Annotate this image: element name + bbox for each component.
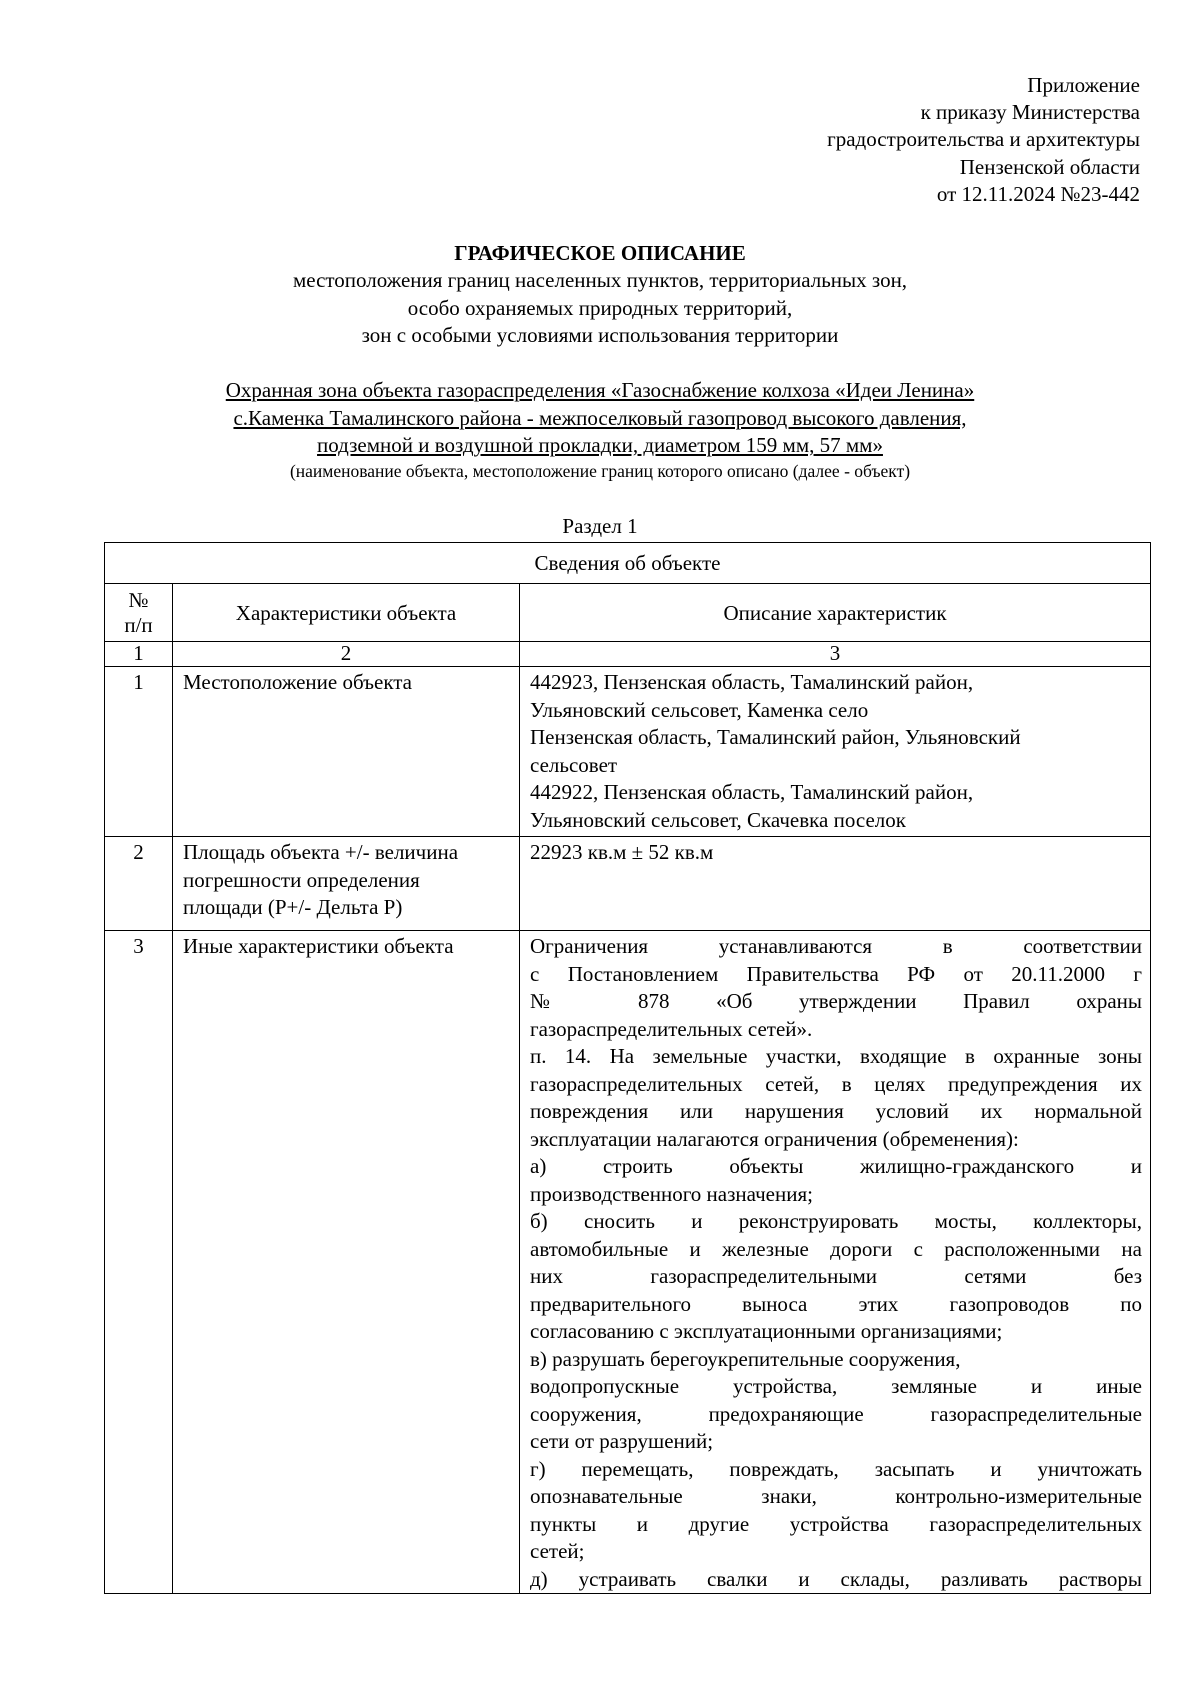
row-number: 1 xyxy=(105,667,173,837)
description-line: Ограничения устанавливаются в соответствии xyxy=(530,934,1142,958)
description-line: в) разрушать берегоукрепительные сооружения, xyxy=(530,1346,961,1371)
header-num-line1: № xyxy=(128,587,149,612)
object-name-line: подземной и воздушной прокладки, диаметром 159 мм, 57 мм» xyxy=(317,433,883,457)
row-description xyxy=(520,837,1151,931)
header-characteristics: Характеристики объекта xyxy=(173,584,520,642)
column-number: 1 xyxy=(105,642,173,667)
description-line: № 878 «Об утверждении Правил охраны xyxy=(530,989,1142,1013)
description-line: б) сносить и реконструировать мосты, коллекторы, xyxy=(530,1209,1142,1233)
description-line: сельсовет xyxy=(530,752,618,777)
column-number: 2 xyxy=(173,642,520,667)
appendix-header xyxy=(540,72,1140,208)
header-num xyxy=(105,584,173,642)
row-characteristic xyxy=(173,837,520,931)
description-line: них газораспределительными сетями без xyxy=(530,1264,1142,1288)
description-line: сетей; xyxy=(530,1539,585,1563)
object-name-line: с.Каменка Тамалинского района - межпоселковый газопровод высокого давления, xyxy=(233,405,967,430)
row-description xyxy=(520,667,1151,837)
description-line: эксплуатации налагаются ограничения (обременения): xyxy=(530,1126,1019,1151)
document-subtitle-line: зон с особыми условиями использования территории xyxy=(361,323,839,347)
object-name-line: Охранная зона объекта газораспределения «Газоснабжение колхоза «Идеи Ленина» xyxy=(225,378,975,402)
row-description xyxy=(520,931,1151,1594)
description-line: пункты и другие устройства газораспределительных xyxy=(530,1511,1142,1536)
description-line: сооружения, предохраняющие газораспределительные xyxy=(530,1401,1142,1426)
description-line: а) строить объекты жилищно-гражданского и xyxy=(530,1154,1142,1178)
table-row xyxy=(105,931,1151,1594)
description-line: водопропускные устройства, земляные и иные xyxy=(530,1374,1142,1398)
description-line: г) перемещать, повреждать, засыпать и уничтожать xyxy=(530,1456,1142,1481)
description-line: Ульяновский сельсовет, Каменка село xyxy=(530,697,869,722)
appendix-line: градостроительства и архитектуры xyxy=(827,127,1140,152)
table-caption-row xyxy=(105,543,1151,584)
row-number: 3 xyxy=(105,931,173,1594)
description-line: 442922, Пензенская область, Тамалинский район, xyxy=(530,780,974,804)
description-line: повреждения или нарушения условий их нормальной xyxy=(530,1099,1142,1123)
description-line: сети от разрушений; xyxy=(530,1429,714,1453)
section-label: Раздел 1 xyxy=(562,514,638,538)
header-num-line2: п/п xyxy=(124,612,153,637)
description-line: автомобильные и железные дороги с расположенными на xyxy=(530,1236,1142,1261)
document-subtitle-line: местоположения границ населенных пунктов, территориальных зон, xyxy=(292,268,908,292)
appendix-line: Пензенской области xyxy=(959,154,1140,179)
description-line: 22923 кв.м ± 52 кв.м xyxy=(530,840,714,864)
column-number-row xyxy=(105,642,1151,667)
description-line: опознавательные знаки, контрольно-измерительные xyxy=(530,1484,1142,1508)
appendix-line: к приказу Министерства xyxy=(920,100,1140,125)
description-line: предварительного выноса этих газопроводов по xyxy=(530,1291,1142,1316)
characteristic-line: погрешности определения xyxy=(183,867,420,892)
description-line: газораспределительных сетей, в целях предупреждения их xyxy=(530,1071,1142,1096)
row-number: 2 xyxy=(105,837,173,931)
object-info-table xyxy=(104,542,1151,1594)
characteristic-line: площади (P+/- Дельта P) xyxy=(183,895,403,919)
description-line: п. 14. На земельные участки, входящие в охранные зоны xyxy=(530,1044,1142,1068)
object-name-hint: (наименование объекта, местоположение границ которого описано (далее - объект) xyxy=(289,460,911,481)
description-line: газораспределительных сетей». xyxy=(530,1016,813,1041)
row-characteristic: Местоположение объекта xyxy=(173,667,520,837)
column-number: 3 xyxy=(520,642,1151,667)
object-name-block xyxy=(0,377,1200,483)
characteristic-line: Площадь объекта +/- величина xyxy=(183,840,459,864)
row-characteristic: Иные характеристики объекта xyxy=(173,931,520,1594)
header-description: Описание характеристик xyxy=(520,584,1151,642)
description-line: Пензенская область, Тамалинский район, Ульяновский xyxy=(530,725,1021,749)
table-caption: Сведения об объекте xyxy=(105,543,1151,584)
description-line: Ульяновский сельсовет, Скачевка поселок xyxy=(530,807,906,832)
appendix-line: Приложение xyxy=(1027,73,1140,97)
description-line: 442923, Пензенская область, Тамалинский район, xyxy=(530,670,974,694)
description-line: д) устраивать свалки и склады, разливать растворы xyxy=(530,1566,1142,1591)
description-line: с Постановлением Правительства РФ от 20.11.2000 г xyxy=(530,961,1142,986)
document-title: ГРАФИЧЕСКОЕ ОПИСАНИЕ xyxy=(454,241,746,265)
title-block xyxy=(0,240,1200,350)
document-subtitle-line: особо охраняемых природных территорий, xyxy=(407,295,793,320)
table-row xyxy=(105,667,1151,837)
description-line: согласованию с эксплуатационными организациями; xyxy=(530,1319,1003,1343)
appendix-date-number: от 12.11.2024 №23-442 xyxy=(936,181,1140,206)
description-line: производственного назначения; xyxy=(530,1181,813,1206)
table-row xyxy=(105,837,1151,931)
table-header-row xyxy=(105,584,1151,642)
